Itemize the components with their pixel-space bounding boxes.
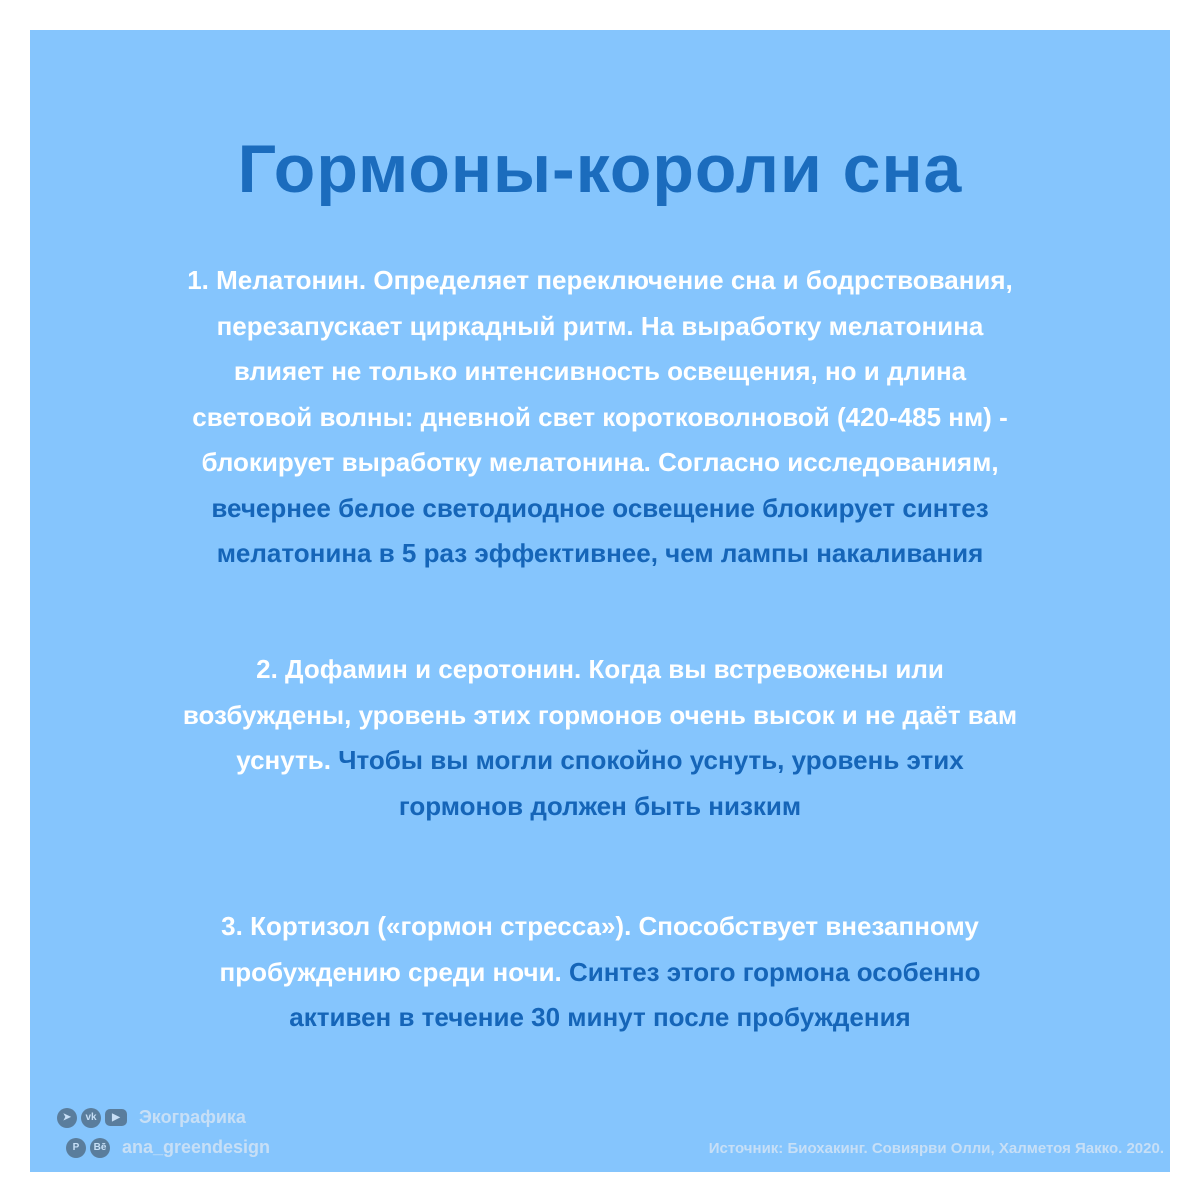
paragraph-cortisol [30, 904, 1170, 1041]
brand-name: Экографика [139, 1107, 246, 1127]
source-citation: Источник: Биохакинг. Совиярви Олли, Халметоя Яакко. 2020. [708, 1140, 1164, 1157]
highlight-text: Чтобы вы могли спокойно уснуть, уровень этих [330, 745, 964, 775]
highlight-line: гормонов должен быть низким [398, 790, 802, 821]
highlight-line: вечернее белое светодиодное освещение блокирует синтез [211, 492, 989, 523]
item-text: пробуждению среди ночи. [219, 956, 562, 987]
item-heading: 2. Дофамин и серотонин. [256, 654, 582, 684]
item-text: Определяет переключение сна и бодрствования, [366, 265, 1013, 295]
paragraph-dopamine-serotonin [30, 647, 1170, 829]
item-heading: 3. Кортизол («гормон стресса»). [221, 911, 632, 941]
youtube-icon[interactable]: ▶ [105, 1109, 127, 1126]
item-text: уснуть. [236, 745, 331, 775]
text-line: блокирует выработку мелатонина. Согласно исследованиям, [201, 447, 999, 477]
paragraph-melatonin [30, 258, 1170, 577]
text-line: влияет не только интенсивность освещения, но и длина [233, 356, 967, 386]
infographic-card [30, 30, 1170, 1172]
text-line [30, 647, 1170, 693]
text-line [30, 258, 1170, 304]
highlight-line: мелатонина в 5 раз эффективнее, чем лампы накаливания [216, 538, 984, 568]
item-text: Когда вы встревожены или [581, 654, 944, 684]
social-row-handle [66, 1137, 270, 1158]
text-line: перезапускает циркадный ритм. На выработку мелатонина [216, 310, 984, 341]
behance-icon[interactable]: Bē [90, 1138, 110, 1158]
highlight-text: Синтез этого гормона особенно [561, 956, 981, 987]
vk-icon[interactable]: vk [81, 1108, 101, 1128]
page-title: Гормоны-короли сна [237, 131, 963, 207]
telegram-icon[interactable]: ➤ [57, 1108, 77, 1128]
item-text: Способствует внезапному [631, 911, 979, 941]
text-line: световой волны: дневной свет коротковолновой (420-485 нм) - [192, 401, 1008, 432]
highlight-line: активен в течение 30 минут после пробуждения [289, 1002, 911, 1032]
text-line: возбуждены, уровень этих гормонов очень высок и не даёт вам [182, 699, 1018, 730]
text-line [30, 904, 1170, 950]
item-heading: Мелатонин. [216, 265, 367, 295]
designer-handle: ana_greendesign [122, 1137, 271, 1157]
pinterest-icon[interactable]: P [66, 1138, 86, 1158]
text-line [30, 950, 1170, 996]
text-line [30, 738, 1170, 784]
item-number: 1. [187, 265, 217, 295]
social-row-brand [57, 1107, 246, 1128]
